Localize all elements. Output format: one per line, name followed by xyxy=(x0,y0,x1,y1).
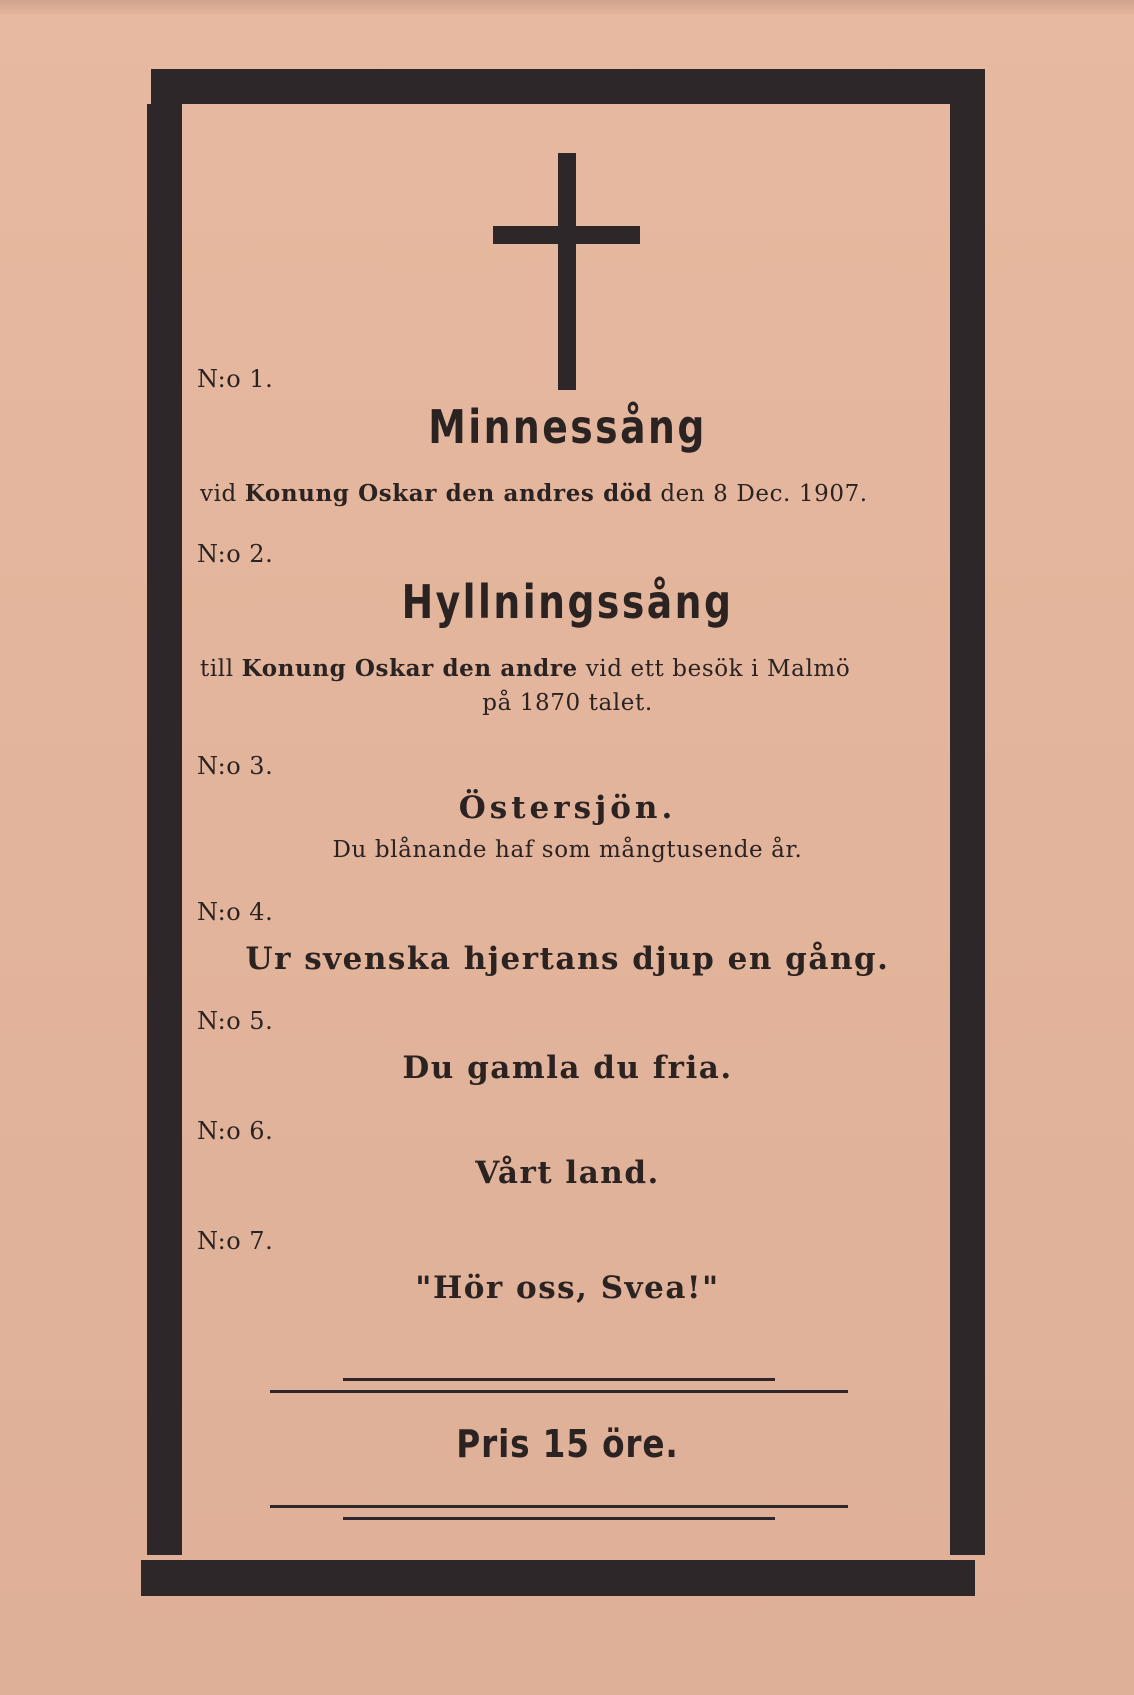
subtitle-bold: Konung Oskar den andres död xyxy=(244,480,653,507)
subtitle-prefix: vid xyxy=(200,481,237,507)
subtitle-bold: Konung Oskar den andre xyxy=(241,655,578,682)
cross-vertical xyxy=(558,153,576,390)
price-container xyxy=(195,1422,940,1466)
item-subtitle-line2: på 1870 talet. xyxy=(482,690,653,716)
title-ur-svenska: Ur svenska hjertans djup en gång. xyxy=(245,941,890,977)
title-vart-land: Vårt land. xyxy=(475,1155,660,1191)
rule-bottom-long xyxy=(270,1505,848,1508)
title-hyllningssang: Hyllningssång xyxy=(401,575,734,629)
border-top xyxy=(151,69,985,104)
title-minnessang: Minnessång xyxy=(428,400,707,454)
item-number: N:o 4. xyxy=(197,898,274,926)
item-number: N:o 1. xyxy=(197,365,274,393)
item-subtitle xyxy=(200,655,945,682)
item-number: N:o 3. xyxy=(197,752,274,780)
subtitle-rest: vid ett besök i Malmö xyxy=(585,656,851,682)
subtitle-rest: den 8 Dec. 1907. xyxy=(660,481,868,507)
title-du-gamla: Du gamla du fria. xyxy=(402,1050,733,1086)
rule-top-short xyxy=(343,1378,775,1381)
subtitle-prefix: till xyxy=(200,656,234,682)
cross-horizontal xyxy=(493,226,640,244)
item-title xyxy=(195,575,940,629)
border-left xyxy=(147,104,182,1555)
border-bottom xyxy=(141,1560,975,1596)
top-edge xyxy=(0,0,1134,14)
item-number: N:o 6. xyxy=(197,1117,274,1145)
item-number: N:o 5. xyxy=(197,1007,274,1035)
item-number: N:o 2. xyxy=(197,540,274,568)
item-number: N:o 7. xyxy=(197,1227,274,1255)
title-ostersjon: Östersjön. xyxy=(458,790,677,826)
rule-bottom-short xyxy=(343,1517,775,1520)
title-hor-oss-svea: "Hör oss, Svea!" xyxy=(415,1270,720,1306)
item-subtitle xyxy=(200,480,945,507)
item-subtitle: Du blånande haf som mångtusende år. xyxy=(332,837,803,863)
price-label: Pris 15 öre. xyxy=(456,1422,679,1466)
border-right xyxy=(950,104,985,1555)
rule-top-long xyxy=(270,1390,848,1393)
item-title xyxy=(195,400,940,454)
